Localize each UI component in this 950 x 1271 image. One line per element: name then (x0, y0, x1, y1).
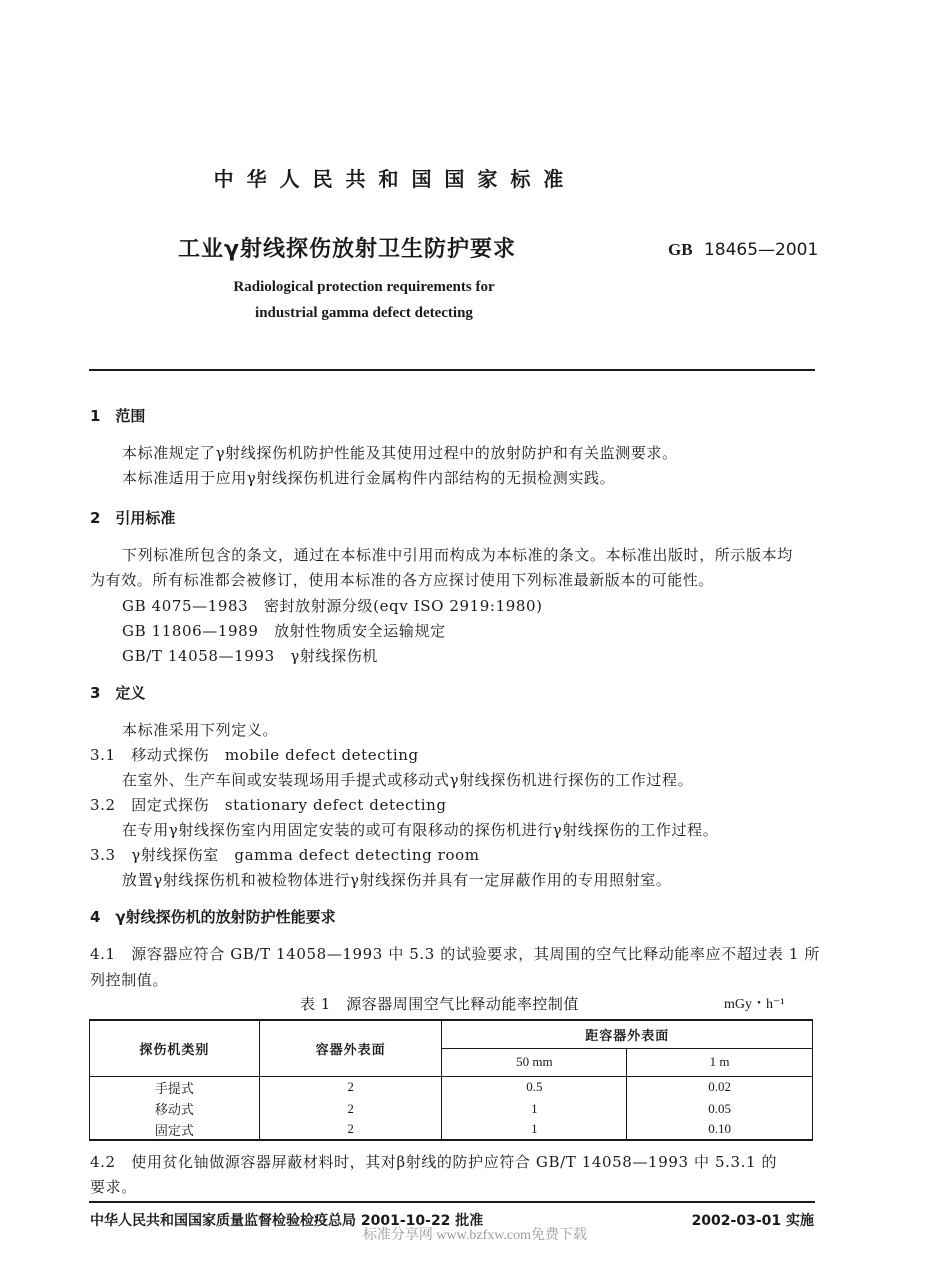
reference-item: GB 4075—1983 密封放射源分级(eqv ISO 2919:1980) (122, 597, 543, 615)
table-cell-1m: 0.02 (627, 1076, 813, 1098)
standard-code-number: 18465—2001 (703, 240, 819, 260)
definition-3-1-body: 在室外、生产车间或安装现场用手提式或移动式γ射线探伤机进行探伤的工作过程。 (122, 771, 694, 789)
section-2-para-line-1: 下列标准所包含的条文，通过在本标准中引用而构成为本标准的条文。本标准出版时，所示版本均 (122, 546, 793, 564)
footer-effective-date: 2002-03-01 实施 (691, 1213, 814, 1229)
definition-3-3-heading: 3.3 γ射线探伤室 gamma defect detecting room (90, 846, 480, 864)
document-title-en-line1: Radiological protection requirements for (233, 279, 495, 295)
table-cell-50mm: 1 (442, 1098, 627, 1119)
section-1-para-1: 本标准规定了γ射线探伤机防护性能及其使用过程中的放射防护和有关监测要求。 (122, 444, 678, 462)
table-cell-surface: 2 (259, 1098, 442, 1119)
table-cell-type: 手提式 (90, 1076, 260, 1098)
table-1 (89, 1019, 813, 1141)
table-1-caption: 表 1 源容器周围空气比释动能率控制值 (300, 995, 579, 1013)
section-1-para-2: 本标准适用于应用γ射线探伤机进行金属构件内部结构的无损检测实践。 (122, 469, 616, 487)
table-row (90, 1119, 813, 1140)
table-header-1m: 1 m (627, 1048, 813, 1076)
section-2-heading: 2 引用标准 (90, 509, 176, 527)
definition-3-3-body: 放置γ射线探伤机和被检物体进行γ射线探伤并具有一定屏蔽作用的专用照射室。 (122, 871, 672, 889)
footer-rule (89, 1201, 815, 1203)
table-header-distance: 距容器外表面 (442, 1020, 813, 1048)
national-standard-heading: 中 华 人 民 共 和 国 国 家 标 准 (213, 167, 567, 191)
table-cell-50mm: 1 (442, 1119, 627, 1140)
table-1-unit: mGy・h⁻¹ (724, 997, 785, 1012)
table-cell-surface: 2 (259, 1119, 442, 1140)
table-header-surface: 容器外表面 (259, 1020, 442, 1076)
clause-4-1-line-2: 列控制值。 (90, 971, 169, 989)
clause-4-1-line-1: 4.1 源容器应符合 GB/T 14058—1993 中 5.3 的试验要求，其周围的空气比释动能率应不超过表 1 所 (90, 945, 820, 963)
standard-code (668, 240, 818, 260)
table-header-50mm: 50 mm (442, 1048, 627, 1076)
definition-3-2-body: 在专用γ射线探伤室内用固定安装的或可有限移动的探伤机进行γ射线探伤的工作过程。 (122, 821, 719, 839)
table-header-type: 探伤机类别 (90, 1020, 260, 1076)
table-cell-1m: 0.05 (627, 1098, 813, 1119)
table-cell-50mm: 0.5 (442, 1076, 627, 1098)
definition-3-2-heading: 3.2 固定式探伤 stationary defect detecting (90, 796, 447, 814)
table-cell-surface: 2 (259, 1076, 442, 1098)
header-rule (89, 369, 815, 371)
section-3-intro: 本标准采用下列定义。 (122, 721, 279, 739)
section-2-para-line-2: 为有效。所有标准都会被修订，使用本标准的各方应探讨使用下列标准最新版本的可能性。 (90, 571, 715, 589)
table-cell-type: 固定式 (90, 1119, 260, 1140)
section-4-heading: 4 γ射线探伤机的放射防护性能要求 (90, 908, 336, 926)
clause-4-2-line-2: 要求。 (90, 1178, 137, 1196)
standard-code-prefix: GB (668, 240, 693, 259)
table-cell-1m: 0.10 (627, 1119, 813, 1140)
section-3-heading: 3 定义 (90, 684, 146, 702)
reference-item: GB/T 14058—1993 γ射线探伤机 (122, 647, 378, 665)
watermark: 标准分享网 www.bzfxw.com免费下载 (362, 1228, 588, 1243)
document-title-en-line2: industrial gamma defect detecting (255, 305, 473, 321)
definition-3-1-heading: 3.1 移动式探伤 mobile defect detecting (90, 746, 419, 764)
document-title-cn: 工业γ射线探伤放射卫生防护要求 (178, 237, 516, 262)
table-row (90, 1076, 813, 1098)
table-row (90, 1098, 813, 1119)
clause-4-2-line-1: 4.2 使用贫化铀做源容器屏蔽材料时，其对β射线的防护应符合 GB/T 14058—1993 中 5.3.1 的 (90, 1153, 778, 1171)
footer-issuer: 中华人民共和国国家质量监督检验检疫总局 2001-10-22 批准 (90, 1213, 484, 1229)
reference-item: GB 11806—1989 放射性物质安全运输规定 (122, 622, 446, 640)
table-cell-type: 移动式 (90, 1098, 260, 1119)
section-1-heading: 1 范围 (90, 407, 146, 425)
